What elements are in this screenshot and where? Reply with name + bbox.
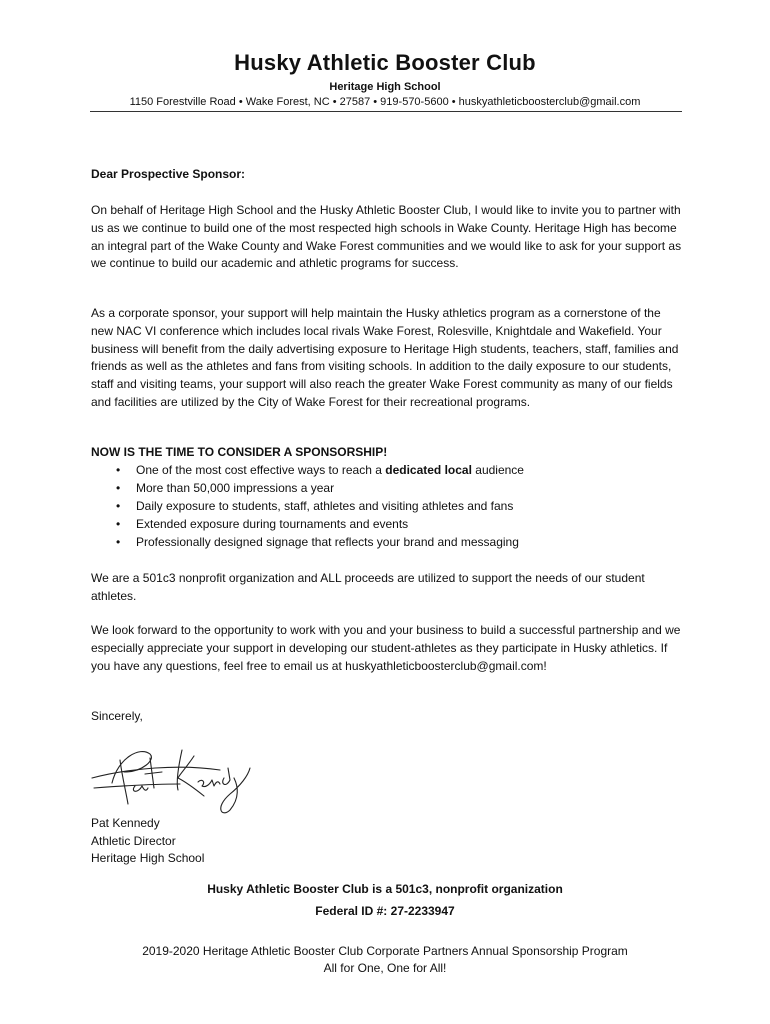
nonprofit-statement: Husky Athletic Booster Club is a 501c3, nonprofit organization [207, 882, 563, 896]
bullet-icon: • [116, 517, 121, 531]
signer-name: Pat Kennedy [91, 816, 160, 830]
list-item [91, 479, 683, 497]
bullet-icon: • [116, 535, 121, 549]
signer-title: Athletic Director [91, 833, 176, 848]
paragraph-intro: On behalf of Heritage High School and the Husky Athletic Booster Club, I would like to invite you to partner with us as we continue to build one of the most respected high schools in Wake County. Heritage High has become an integral part of the Wake County and Wake Forest communities and we would like to ask for your support as we continue to build our academic and athletic programs for success. [91, 203, 682, 271]
bullet-text: Extended exposure during tournaments and events [136, 517, 409, 531]
paragraph-nonprofit: We are a 501c3 nonprofit organization and ALL proceeds are utilized to support the needs of our student athletes. [91, 571, 645, 603]
federal-id: Federal ID #: 27-2233947 [315, 904, 455, 918]
bullet-icon: • [116, 499, 121, 513]
motto: All for One, One for All! [323, 961, 447, 975]
program-title: 2019-2020 Heritage Athletic Booster Club Corporate Partners Annual Sponsorship Program [142, 944, 628, 958]
bullet-text: Daily exposure to students, staff, athletes and visiting athletes and fans [136, 499, 514, 513]
bullet-text: More than 50,000 impressions a year [136, 481, 335, 495]
paragraph-sponsor-benefits: As a corporate sponsor, your support will help maintain the Husky athletics program as a cornerstone of the new NAC VI conference which includes local rivals Wake Forest, Rolesville, Knightdale and Wakefield. Your business will benefit from the daily advertising exposure to Heritage High students, teachers, staff, families and friends as well as the athletes and fans from visiting schools. In addition to the daily exposure to our students, staff and visiting teams, your support will also reach the greater Wake Forest community as many of our fields and facilities are utilized by the City of Wake Forest for their recreational programs. [91, 306, 679, 409]
sponsorship-callout: NOW IS THE TIME TO CONSIDER A SPONSORSHIP! [91, 445, 388, 459]
bullet-icon: • [116, 481, 121, 495]
paragraph-closing: We look forward to the opportunity to work with you and your business to build a successful partnership and we especially appreciate your support in developing our student-athletes as they participate in Husky athletics. If you have any questions, feel free to email us at huskyathleticboosterclub@gmail.com! [91, 623, 681, 673]
signer-org: Heritage High School [91, 851, 205, 865]
list-item [91, 515, 683, 533]
salutation: Dear Prospective Sponsor: [91, 167, 246, 181]
closing-line: Sincerely, [91, 709, 143, 723]
bullet-emphasis: dedicated local [385, 463, 472, 477]
header-divider [90, 111, 682, 112]
list-item [91, 461, 683, 479]
bullet-icon: • [116, 463, 121, 477]
bullet-text-end: audience [471, 463, 524, 477]
bullet-text: Professionally designed signage that reflects your brand and messaging [136, 535, 519, 549]
school-name: Heritage High School [329, 81, 441, 93]
page-title: Husky Athletic Booster Club [234, 50, 536, 75]
signature-image [90, 738, 260, 818]
list-item [91, 533, 683, 551]
list-item [91, 497, 683, 515]
contact-address: 1150 Forestville Road • Wake Forest, NC • 27587 • 919-570-5600 • huskyathleticboosterclub@gmail.com [129, 96, 641, 108]
bullet-text: One of the most cost effective ways to reach a [136, 463, 386, 477]
benefits-list [91, 461, 683, 551]
signer-block [91, 815, 204, 868]
